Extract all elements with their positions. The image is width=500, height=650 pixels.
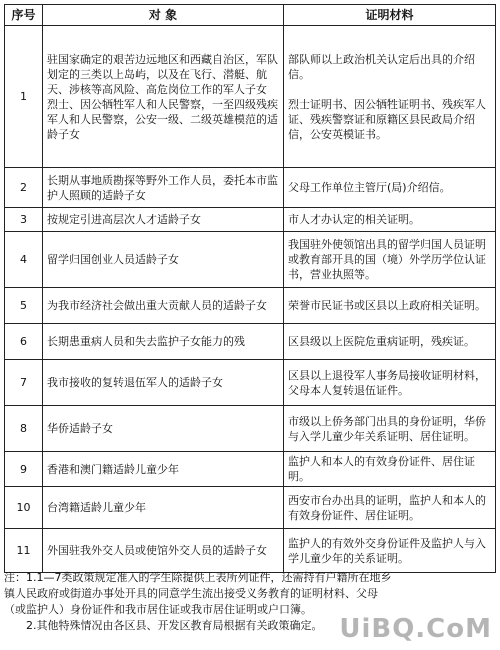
table-header-row [5, 5, 496, 26]
row-target: 外国驻我外交人员或使馆外交人员的适龄子女 [43, 529, 284, 573]
row-target: 按规定引进高层次人才适龄子女 [43, 208, 284, 232]
row-target: 香港和澳门籍适龄儿童少年 [43, 452, 284, 487]
row-num: 2 [5, 168, 43, 208]
row-material: 部队师以上政治机关认定后出具的介绍信。 烈士证明书、因公牺牲证明书、残疾军人证、残疾警察证和原籍区县民政局介绍信，公安英模证书。 [284, 26, 496, 168]
row-material: 区县级以上医院危重病证明，残疾证。 [284, 324, 496, 360]
table-row [5, 232, 496, 288]
table-row [5, 208, 496, 232]
header-target: 对 象 [43, 5, 284, 26]
note-line-4: 2.其他特殊情况由各区县、开发区教育局根据有关政策确定。 [26, 619, 323, 632]
row-num: 11 [5, 529, 43, 573]
table-row [5, 452, 496, 487]
row-material: 监护人和本人的有效身份证件、居住证明。 [284, 452, 496, 487]
row-target: 我市接收的复转退伍军人的适龄子女 [43, 360, 284, 406]
note-line-3: （或监护人）身份证件和我市居住证或我市居住证明或户口簿。 [4, 603, 312, 616]
row-target: 留学归国创业人员适龄子女 [43, 232, 284, 288]
row-num: 1 [5, 26, 43, 168]
table-row [5, 529, 496, 573]
row-material: 荣誉市民证书或区县以上政府相关证明。 [284, 288, 496, 324]
table-row [5, 288, 496, 324]
document [4, 4, 495, 573]
table-row [5, 168, 496, 208]
row-target: 长期从事地质勘探等野外工作人员，委托本市监护人照顾的适龄子女 [43, 168, 284, 208]
row-num: 4 [5, 232, 43, 288]
table-row [5, 26, 496, 168]
row-target: 驻国家确定的艰苦边远地区和西藏自治区，军队划定的三类以上岛屿，以及在飞行、潜艇、航天、涉核等高风险、高危岗位工作的军人子女 烈士、因公牺牲军人和人民警察，一至四级残疾军人和人民警察，公安一级、二级英雄模范的适龄子女 [43, 26, 284, 168]
row-num: 6 [5, 324, 43, 360]
row-target: 长期患重病人员和失去监护子女能力的残 [43, 324, 284, 360]
row-material: 市级以上侨务部门出具的身份证明，华侨与入学儿童少年关系证明、居住证明。 [284, 406, 496, 452]
row-material: 我国驻外使领馆出具的留学归国人员证明或教育部开具的国（境）外学历学位认证书，营业执照等。 [284, 232, 496, 288]
row-target: 华侨适龄子女 [43, 406, 284, 452]
row-material: 父母工作单位主管厅(局)介绍信。 [284, 168, 496, 208]
row-target: 台湾籍适龄儿童少年 [43, 487, 284, 529]
row-num: 8 [5, 406, 43, 452]
row-num: 3 [5, 208, 43, 232]
row-num: 9 [5, 452, 43, 487]
row-num: 7 [5, 360, 43, 406]
table-row [5, 487, 496, 529]
watermark-logo: UiBQ.CoM [339, 614, 492, 644]
note-line-1: 注：1.1—7类政策规定准入的学生除提供上表所列证件，还需持有户籍所在地乡 [4, 571, 392, 584]
table-row [5, 324, 496, 360]
row-num: 10 [5, 487, 43, 529]
row-material: 西安市台办出具的证明，监护人和本人的有效身份证件、居住证明。 [284, 487, 496, 529]
table-row [5, 360, 496, 406]
table-row [5, 406, 496, 452]
note-line-2: 镇人民政府或街道办事处开具的同意学生流出接受义务教育的证明材料、父母 [4, 587, 378, 600]
row-material: 市人才办认定的相关证明。 [284, 208, 496, 232]
row-num: 5 [5, 288, 43, 324]
row-material: 监护人的有效外交身份证件及监护人与入学儿童少年的关系证明。 [284, 529, 496, 573]
materials-table [4, 4, 496, 573]
header-num: 序号 [5, 5, 43, 26]
header-material: 证明材料 [284, 5, 496, 26]
row-target: 为我市经济社会做出重大贡献人员的适龄子女 [43, 288, 284, 324]
row-material: 区县以上退役军人事务局接收证明材料，父母本人复转退伍证件。 [284, 360, 496, 406]
